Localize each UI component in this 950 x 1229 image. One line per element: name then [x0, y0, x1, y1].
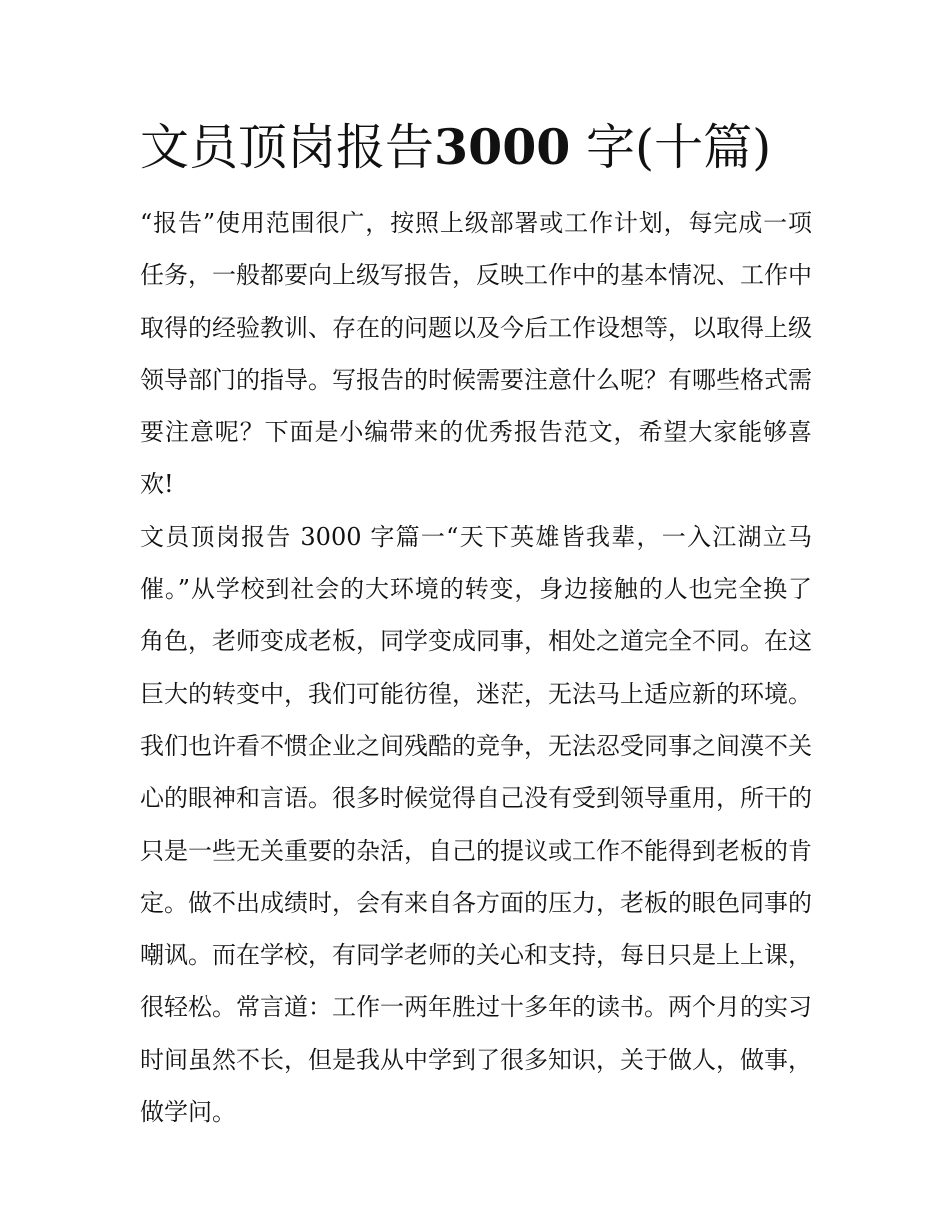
- document-title: [140, 116, 771, 179]
- title-text-part-2: 字(十篇): [585, 119, 772, 176]
- intro-paragraph: “报告”使用范围很广，按照上级部署或工作计划，每完成一项任务，一般都要向上级写报告，反映工作中的基本情况、工作中取得的经验教训、存在的问题以及今后工作设想等，以取得上级领导部门的指导。写报告的时候需要注意什么呢？有哪些格式需要注意呢？下面是小编带来的优秀报告范文，希望大家能够喜欢!: [140, 209, 812, 499]
- title-text-part-1: 文员顶岗报告: [140, 119, 435, 176]
- report-paragraph-1: 文员顶岗报告 3000 字篇一“天下英雄皆我辈，一入江湖立马催。”从学校到社会的大环境的转变，身边接触的人也完全换了角色，老师变成老板，同学变成同事，相处之道完全不同。在这巨大的转变中，我们可能彷徨，迷茫，无法马上适应新的环境。我们也许看不惯企业之间残酷的竞争，无法忍受同事之间漠不关心的眼神和言语。很多时候觉得自己没有受到领导重用，所干的只是一些无关重要的杂活，自己的提议或工作不能得到老板的肯定。做不出成绩时，会有来自各方面的压力，老板的眼色同事的嘲讽。而在学校，有同学老师的关心和支持，每日只是上上课，很轻松。常言道：工作一两年胜过十多年的读书。两个月的实习时间虽然不长，但是我从中学到了很多知识，关于做人，做事，做学问。: [140, 522, 812, 1127]
- title-text-number: 3000: [434, 118, 571, 176]
- document-body: [140, 197, 812, 1138]
